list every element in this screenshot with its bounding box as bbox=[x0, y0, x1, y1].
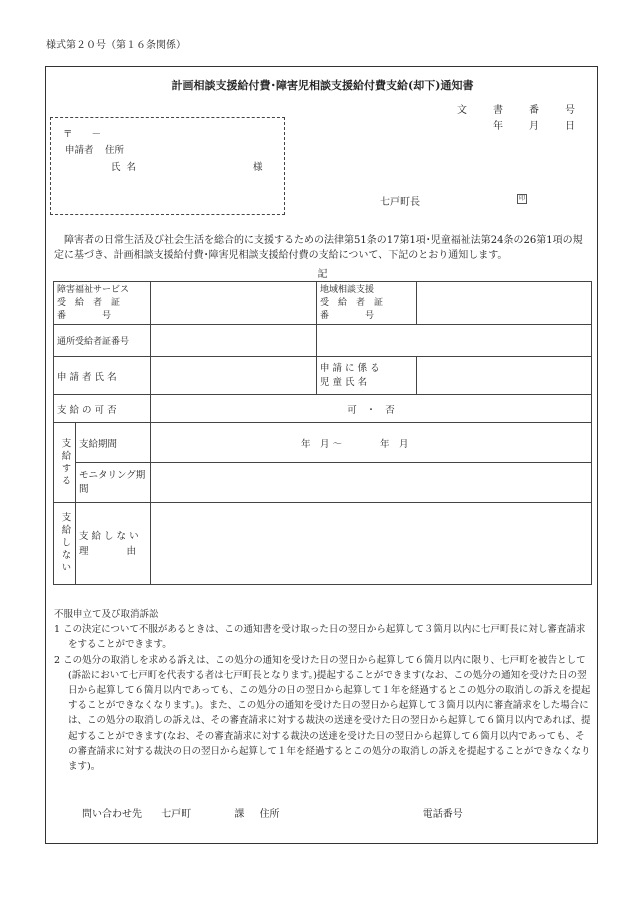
applicant-label: 申請者 bbox=[65, 145, 94, 156]
contact-label: 問い合わせ先 bbox=[82, 809, 142, 820]
clinic-cert-label: 通所受給者証番号 bbox=[54, 325, 151, 357]
seal-mark: 印 bbox=[518, 195, 525, 202]
applicant-name-field[interactable] bbox=[151, 357, 317, 395]
notes-heading: 不服申立て及び取消訴訟 bbox=[54, 609, 159, 620]
date-label: 年 月 日 bbox=[493, 121, 583, 132]
document-title: 計画相談支援給付費･障害児相談支援給付費支給(却下)通知書 bbox=[171, 79, 474, 92]
document-number-label: 文 書 番 号 bbox=[457, 105, 583, 116]
blank-cell bbox=[317, 325, 592, 357]
grant-label: 支給する bbox=[54, 423, 76, 503]
table-row bbox=[54, 503, 592, 585]
table-row bbox=[54, 325, 592, 357]
contact-town: 七戸町 bbox=[161, 809, 192, 820]
no-grant-label: 支給しない bbox=[54, 503, 76, 585]
sama-label: 様 bbox=[253, 162, 263, 173]
monitoring-label: モニタリング期間 bbox=[76, 463, 151, 503]
intro-paragraph: 障害者の日常生活及び社会生活を総合的に支援するための法律第51条の17第1項･児童福祉法第24条の26第1項の規定に基づき、計画相談支援給付費･障害児相談支援給付費の支給について、下記のとおり通知します。 bbox=[54, 235, 583, 261]
contact-address: 住所 bbox=[259, 809, 280, 820]
clinic-cert-number-field[interactable] bbox=[151, 325, 317, 357]
table-row bbox=[54, 423, 592, 463]
approval-label: 支 給 の 可 否 bbox=[54, 395, 151, 423]
table-row bbox=[54, 357, 592, 395]
community-cert-number-field[interactable] bbox=[417, 282, 592, 325]
monitoring-field[interactable] bbox=[151, 463, 592, 503]
contact-phone: 電話番号 bbox=[422, 809, 463, 820]
note-item-2: 2 この処分の取消しを求める訴えは、この処分の通知を受けた日の翌日から起算して６箇月以内に限り、七戸町を被告として(訴訟において七戸町を代表する者は七戸町長となります。)提起することができます(なお、この処分の通知を受けた日の翌日から起算して６箇月以内であっても、この処分の日の翌日から起算して１年を経過するとこの処分の取消しの訴えを提起することができなくなります。)。また、この処分の通知を受けた日の翌日から起算して３箇月以内に審査請求をした場合には、この処分の取消しの訴えは、その審査請求に対する裁決の送達を受けた日の翌日から起算して６箇月以内であれば、提起することができます(なお、その審査請求に対する裁決の送達を受けた日の翌日から起算して６箇月以内であっても、その審査請求に対する裁決の日の翌日から起算して１年を経過するとこの処分の取消しの訴えを提起することができなくなります)。 bbox=[54, 654, 591, 773]
mayor-title: 七戸町長 bbox=[380, 197, 420, 208]
details-table bbox=[53, 281, 592, 585]
document-frame bbox=[45, 66, 598, 844]
child-name-field[interactable] bbox=[417, 357, 592, 395]
community-cert-label: 地域相談支援 受 給 者 証 番 号 bbox=[317, 282, 417, 325]
child-name-label: 申 請 に 係 る 児 童 氏 名 bbox=[317, 357, 417, 395]
applicant-name-label: 申 請 者 氏 名 bbox=[54, 357, 151, 395]
contact-line bbox=[82, 805, 463, 820]
period-label: 支給期間 bbox=[76, 423, 151, 463]
contact-dept: 課 bbox=[234, 809, 245, 820]
table-row bbox=[54, 463, 592, 503]
reason-label: 支 給 し な い 理 由 bbox=[76, 503, 151, 585]
period-value[interactable]: 年 月 ～ 年 月 bbox=[151, 423, 592, 463]
table-row bbox=[54, 282, 592, 325]
table-row bbox=[54, 395, 592, 423]
address-box bbox=[50, 117, 285, 215]
ki-label: 記 bbox=[317, 269, 328, 280]
address-label: 住所 bbox=[105, 145, 125, 156]
form-number: 様式第２０号（第１６条関係） bbox=[46, 40, 186, 51]
approval-value[interactable]: 可 ・ 否 bbox=[151, 395, 592, 423]
postal-mark: 〒 － bbox=[63, 129, 102, 140]
welfare-cert-label: 障害福祉サービス 受 給 者 証 番 号 bbox=[54, 282, 151, 325]
name-label: 氏名 bbox=[111, 162, 143, 173]
reason-field[interactable] bbox=[151, 503, 592, 585]
welfare-cert-number-field[interactable] bbox=[151, 282, 317, 325]
appeal-notes bbox=[54, 607, 592, 774]
note-item-1: 1 この決定について不服があるときは、この通知書を受け取った日の翌日から起算して３箇月以内に七戸町長に対し審査請求をすることができます。 bbox=[54, 624, 586, 651]
